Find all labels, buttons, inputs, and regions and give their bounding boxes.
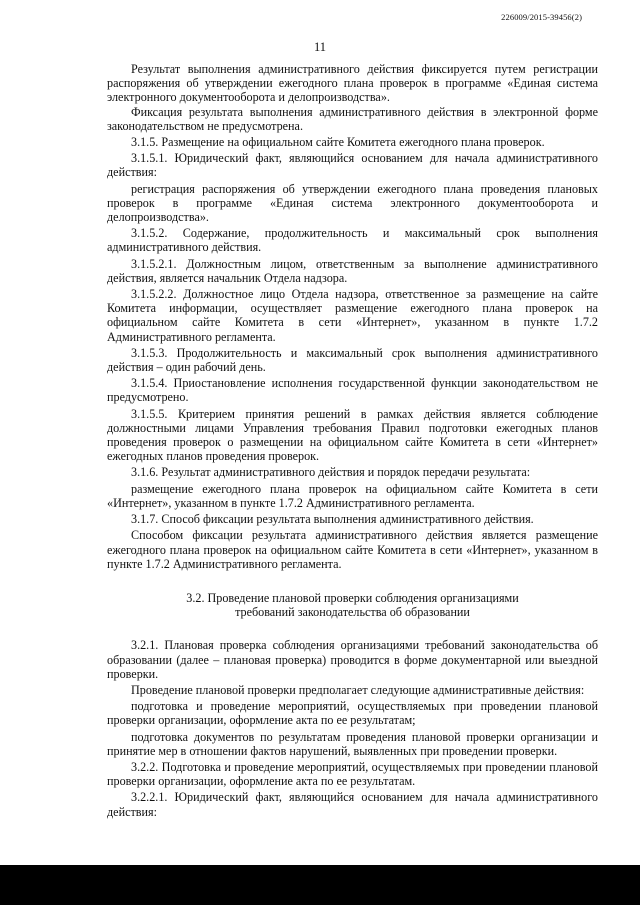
paragraph: Результат выполнения административного действия фиксируется путем регистрации распоряжения об утверждении ежегодного плана проверок в программе «Единая система электронного документооборота и делопроизводства». [107,62,598,105]
paragraph: 3.1.5.5. Критерием принятия решений в рамках действия является соблюдение должностными лицами Управления требования Правил подготовки ежегодных планов проведения проверок о размещении на официальном сайте Комитета в сети «Интернет» ежегодных планов проведения проверок. [107,406,598,464]
paragraph: размещение ежегодного плана проверок на официальном сайте Комитета в сети «Интернет», указанном в пункте 1.7.2 Административного регламента. [107,481,598,510]
paragraph: 3.1.6. Результат административного действия и порядок передачи результата: [131,465,531,480]
paragraph: 3.1.5. Размещение на официальном сайте Комитета ежегодного плана проверок. [131,135,545,150]
paragraph: Фиксация результата выполнения административного действия в электронной форме законодательством не предусмотрена. [107,104,598,133]
document-id: 226009/2015-39456(2) [501,12,582,22]
paragraph: 3.2.2.1. Юридический факт, являющийся основанием для начала административного действия: [107,790,598,819]
paragraph: регистрация распоряжения об утверждении ежегодного плана проведения плановых проверок в программе «Единая система электронного документооборота и делопроизводства». [107,181,598,225]
paragraph: 3.2.1. Плановая проверка соблюдения организациями требований законодательства об образовании (далее – плановая проверка) проводится в форме документарной или выездной проверки. [107,638,598,681]
paragraph: 3.1.5.2. Содержание, продолжительность и максимальный срок выполнения административного действия. [107,226,598,255]
paragraph: 3.1.5.2.1. Должностным лицом, ответственным за выполнение административного действия, является начальник Отдела надзора. [107,256,598,285]
section-heading-line: требований законодательства об образовании [235,605,470,620]
paragraph: 3.2.2. Подготовка и проведение мероприятий, осуществляемых при проведении плановой проверки организации, оформление акта по ее результатам. [107,759,598,789]
page-number: 11 [313,40,327,54]
paragraph: подготовка документов по результатам проведения плановой проверки организации и принятие мер в отношении фактов нарушений, выявленных при проведении проверки. [107,729,598,758]
paragraph: 3.1.7. Способ фиксации результата выполнения административного действия. [131,512,534,527]
paragraph: подготовка и проведение мероприятий, осуществляемых при проведении плановой проверки организации, оформление акта по ее результатам; [107,699,598,728]
paragraph: 3.1.5.2.2. Должностное лицо Отдела надзора, ответственное за размещение на сайте Комитета информации, осуществляет размещение ежегодного плана проверок на официальном сайте Комитета в сети «Интернет», указанном в пункте 1.7.2 Административного регламента. [107,287,598,344]
paragraph: Способом фиксации результата административного действия является размещение ежегодного плана проверок на официальном сайте Комитета в сети «Интернет», указанном в пункте 1.7.2 Административного регламента. [107,528,598,571]
scan-border-bar [0,865,640,905]
section-heading [107,591,598,619]
paragraph: 3.1.5.1. Юридический факт, являющийся основанием для начала административного действия: [107,151,598,180]
paragraph: 3.1.5.3. Продолжительность и максимальный срок выполнения административного действия – один рабочий день. [107,345,598,375]
paragraph: 3.1.5.4. Приостановление исполнения государственной функции законодательством не предусмотрено. [107,376,598,405]
document-body [107,62,598,819]
section-heading-line: 3.2. Проведение плановой проверки соблюдения организациями [186,590,519,605]
paragraph: Проведение плановой проверки предполагает следующие административные действия: [131,682,585,697]
